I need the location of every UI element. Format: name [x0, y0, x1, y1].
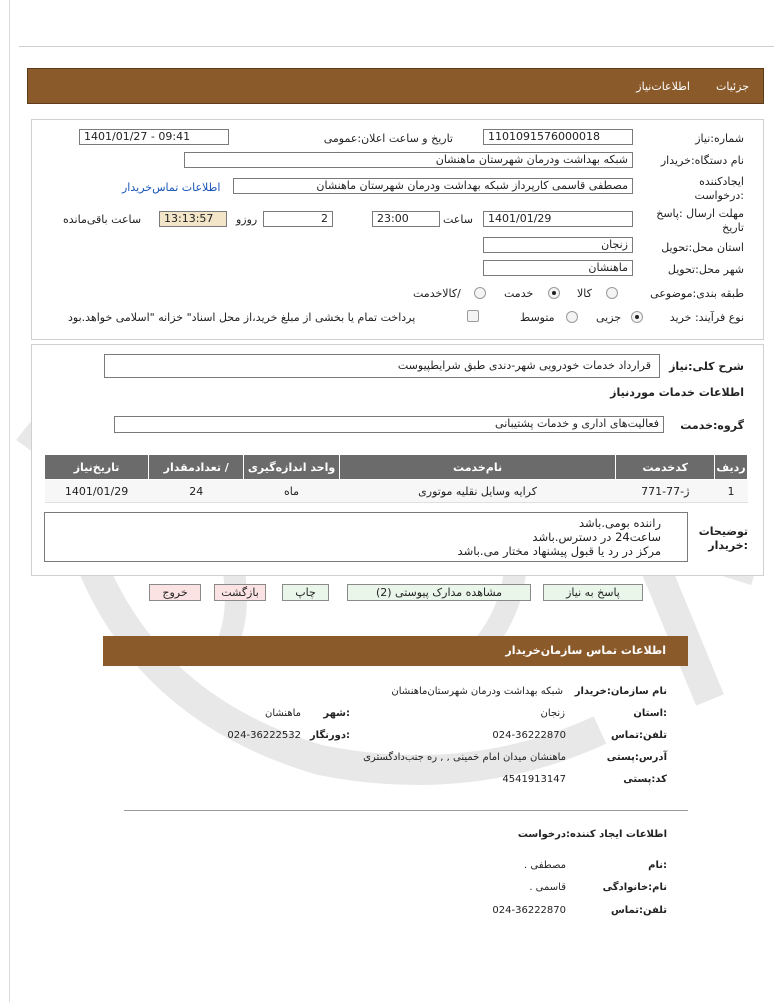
creator-name-label: :نام — [648, 860, 667, 871]
need-number-label: شماره:نیاز — [695, 132, 744, 145]
tab-need-info[interactable]: اطلاعات‌نیاز — [636, 80, 690, 93]
col-date: تاریخ‌نیاز — [45, 455, 149, 480]
process-minor-radio[interactable] — [631, 311, 643, 323]
col-row: ردیف — [715, 455, 748, 480]
exit-button[interactable]: خروج — [149, 584, 201, 601]
days-label: روزو — [236, 213, 258, 226]
contact-city-value: ماهنشان — [264, 708, 301, 719]
process-medium-label: متوسط — [520, 311, 555, 324]
province-label: استان محل:تحویل — [661, 241, 744, 254]
page-header-bar — [27, 68, 764, 104]
contact-divider — [124, 810, 688, 811]
buyer-notes-box — [44, 512, 688, 562]
contact-postal-value: 4541913147 — [502, 774, 566, 785]
reply-button[interactable]: پاسخ به نیاز — [543, 584, 643, 601]
page-left-border — [9, 0, 10, 1002]
deadline-date-field: 1401/01/29 — [483, 211, 633, 227]
contact-section-bar — [103, 636, 688, 666]
view-documents-button[interactable]: مشاهده مدارک پیوستی (2) — [347, 584, 531, 601]
creator-family-value: قاسمی . — [529, 882, 566, 893]
notes-label-2: :خریدار — [708, 539, 748, 552]
creator-family-label: نام:خانوادگی — [602, 882, 667, 893]
category-service-label: خدمت — [504, 287, 534, 300]
buyer-org-label: نام دستگاه:خریدار — [660, 154, 744, 167]
cell-row: 1 — [715, 480, 748, 503]
creator-section-title: اطلاعات ایجاد کننده:درخواست — [517, 829, 667, 840]
col-qty: / تعدادمقدار — [149, 455, 244, 480]
print-button[interactable]: چاپ — [282, 584, 329, 601]
remaining-label: ساعت باقی‌مانده — [63, 213, 142, 226]
treasury-payment-note: پرداخت تمام یا بخشی از مبلغ خرید،از محل اسناد" خزانه "اسلامی خواهد.بود — [68, 311, 416, 324]
back-button[interactable]: بازگشت — [214, 584, 266, 601]
col-code: کدخدمت — [616, 455, 715, 480]
days-field: 2 — [263, 211, 333, 227]
category-goods-label: کالا — [577, 287, 592, 300]
cell-date: 1401/01/29 — [45, 480, 149, 503]
contact-province-value: زنجان — [540, 708, 565, 719]
services-table — [44, 454, 748, 503]
creator-label: ایجادکننده — [699, 175, 744, 188]
remaining-time-field: 13:13:57 — [159, 211, 227, 227]
announce-label: تاریخ و ساعت اعلان:عمومی — [323, 132, 453, 145]
creator-field: مصطفی قاسمی کارپرداز شبکه بهداشت ودرمان شهرستان ماهنشان — [233, 178, 633, 194]
deadline-time-field: 23:00 — [372, 211, 440, 227]
cell-qty: 24 — [149, 480, 244, 503]
process-minor-label: جزیی — [596, 311, 622, 324]
deadline-label: مهلت ارسال :پاسخ — [656, 207, 744, 220]
need-number-field: 1101091576000018 — [483, 129, 633, 145]
announce-date-field: 1401/01/27 - 09:41 — [79, 129, 229, 145]
province-field: زنجان — [483, 237, 633, 253]
creator-name-value: مصطفی . — [524, 860, 566, 871]
top-divider — [19, 46, 774, 47]
deadline-label-2: تاریخ — [722, 221, 744, 234]
cell-name: کرایه وسایل نقلیه موتوری — [339, 480, 616, 503]
table-row — [45, 480, 748, 503]
buyer-contact-link[interactable]: اطلاعات تماس‌خریدار — [122, 181, 221, 194]
creator-phone-label: تلفن:تماس — [610, 905, 667, 916]
contact-province-label: :استان — [633, 708, 667, 719]
col-name: نام‌خدمت — [339, 455, 616, 480]
contact-org-value: شبکه بهداشت ودرمان شهرستان‌ماهنشان — [391, 686, 563, 697]
note-line: راننده بومی.باشد — [578, 516, 661, 530]
creator-label-2: :درخواست — [694, 189, 744, 202]
note-line: مرکز در رد یا قبول پیشنهاد مختار می.باشد — [457, 544, 661, 558]
service-group-label: گروه:خدمت — [680, 419, 744, 432]
category-goods-radio[interactable] — [606, 287, 618, 299]
notes-label: توضیحات — [698, 525, 748, 538]
contact-city-label: :شهر — [323, 708, 350, 719]
cell-code: ژ-77-771 — [616, 480, 715, 503]
table-header-row — [45, 455, 748, 480]
process-label: نوع فرآیند: خرید — [669, 311, 744, 324]
summary-label: شرح کلی:نیاز — [669, 360, 744, 373]
service-group-field: فعالیت‌های اداری و خدمات پشتیبانی — [114, 416, 664, 433]
summary-field: قرارداد خدمات خودرویی شهر-دندی طبق شرایطپیوست — [104, 354, 660, 378]
category-goods-service-label: /کالاخدمت — [413, 287, 461, 300]
buyer-org-field: شبکه بهداشت ودرمان شهرستان ماهنشان — [184, 152, 633, 168]
process-medium-radio[interactable] — [566, 311, 578, 323]
tab-details[interactable]: جزئیات — [716, 80, 749, 93]
note-line: ساعت24 در دسترس.باشد — [532, 530, 661, 544]
contact-address-label: آدرس:پستی — [606, 752, 667, 763]
contact-fax-label: :دورنگار — [309, 730, 350, 741]
contact-fax-value: 024-36222532 — [227, 730, 301, 741]
contact-address-value: ماهنشان میدان امام خمینی , , ره جنب‌دادگستری — [363, 752, 566, 763]
contact-postal-label: کد:پستی — [623, 774, 667, 785]
contact-section-title: اطلاعات تماس سازمان‌خریدار — [505, 644, 666, 657]
contact-phone-label: تلفن:تماس — [610, 730, 667, 741]
time-label: ساعت — [443, 213, 473, 226]
creator-phone-value: 024-36222870 — [492, 905, 566, 916]
services-title: اطلاعات خدمات موردنیاز — [610, 386, 744, 399]
contact-org-label: نام سازمان:خریدار — [574, 686, 667, 697]
category-goods-service-radio[interactable] — [474, 287, 486, 299]
city-label: شهر محل:تحویل — [667, 263, 744, 276]
category-label: طبقه بندی:موضوعی — [650, 287, 744, 300]
contact-phone-value: 024-36222870 — [492, 730, 566, 741]
treasury-payment-checkbox[interactable] — [467, 310, 479, 322]
col-unit: واحد اندازه‌گیری — [244, 455, 339, 480]
category-service-radio[interactable] — [548, 287, 560, 299]
cell-unit: ماه — [244, 480, 339, 503]
city-field: ماهنشان — [483, 260, 633, 276]
